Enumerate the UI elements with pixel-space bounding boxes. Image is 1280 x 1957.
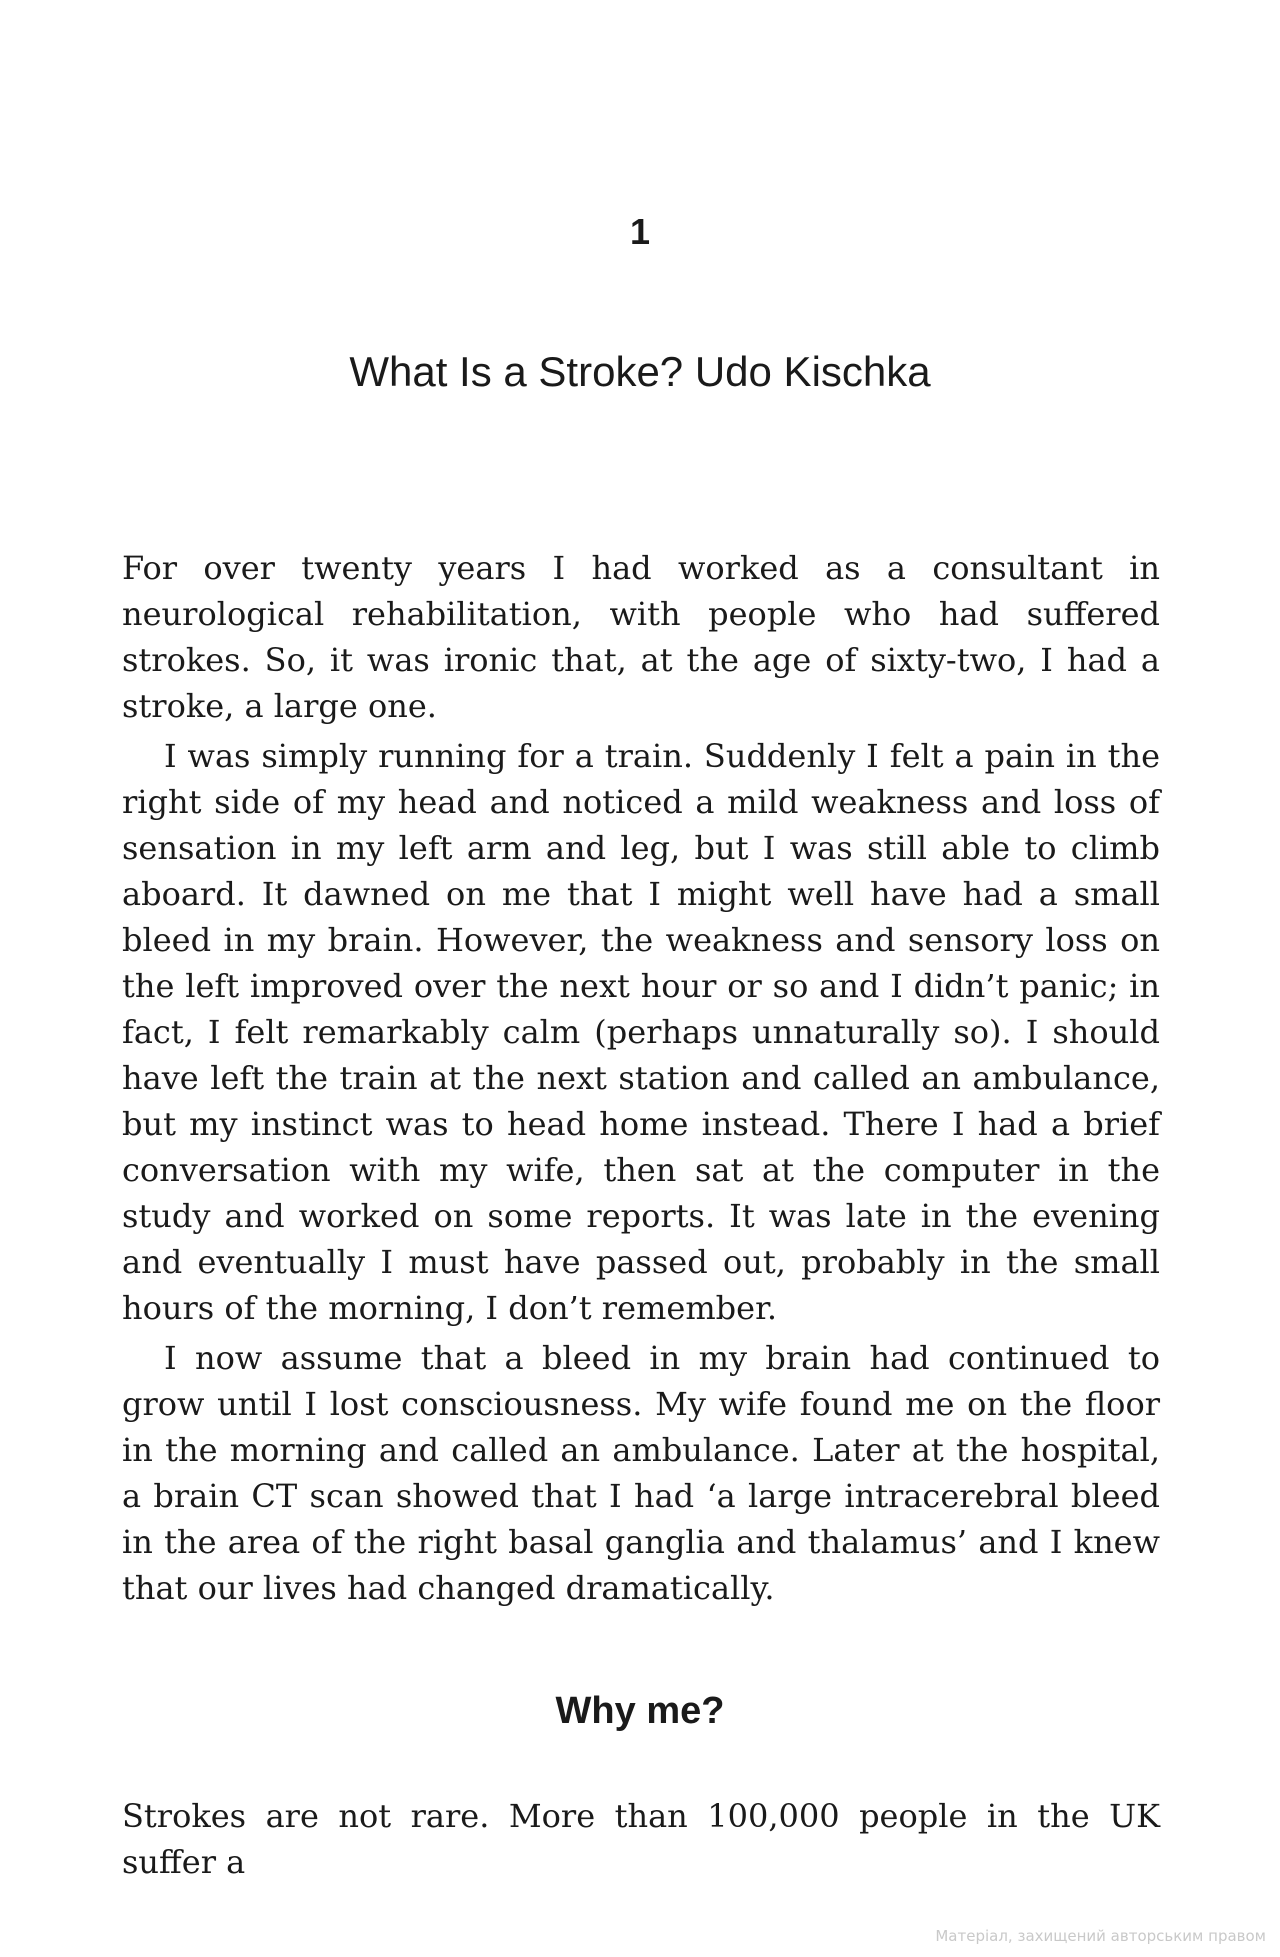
paragraph: I now assume that a bleed in my brain had continued to grow until I lost consciousness. My wife found me on the floor in the morning and called an ambulance. Later at the hospital, a brain CT scan showed that I had ‘a large intracerebral bleed in the area of the right basal ganglia and thalamus’ and I knew that our lives had changed dramatically. [122, 1339, 1160, 1607]
chapter-body [122, 545, 1160, 1615]
paragraph: For over twenty years I had worked as a consultant in neurological rehabilitation, with people who had suffered strokes. So, it was ironic that, at the age of sixty-two, I had a stroke, a large one. [122, 549, 1160, 725]
paragraph: I was simply running for a train. Suddenly I felt a pain in the right side of my head and noticed a mild weakness and loss of sensation in my left arm and leg, but I was still able to climb aboard. It dawned on me that I might well have had a small bleed in my brain. However, the weakness and sensory loss on the left improved over the next hour or so and I didn’t panic; in fact, I felt remarkably calm (perhaps unnaturally so). I should have left the train at the next station and called an ambulance, but my instinct was to head home instead. There I had a brief conversation with my wife, then sat at the computer in the study and worked on some reports. It was late in the evening and eventually I must have passed out, probably in the small hours of the morning, I don’t remember. [122, 737, 1160, 1327]
paragraph: Strokes are not rare. More than 100,000 people in the UK suffer a [122, 1797, 1160, 1881]
section-heading: Why me? [555, 1690, 725, 1732]
section-body [122, 1793, 1160, 1889]
chapter-number: 1 [629, 211, 651, 252]
chapter-title: What Is a Stroke? Udo Kischka [349, 348, 931, 395]
copyright-watermark: Матеріал, захищений авторським правом [935, 1927, 1266, 1945]
